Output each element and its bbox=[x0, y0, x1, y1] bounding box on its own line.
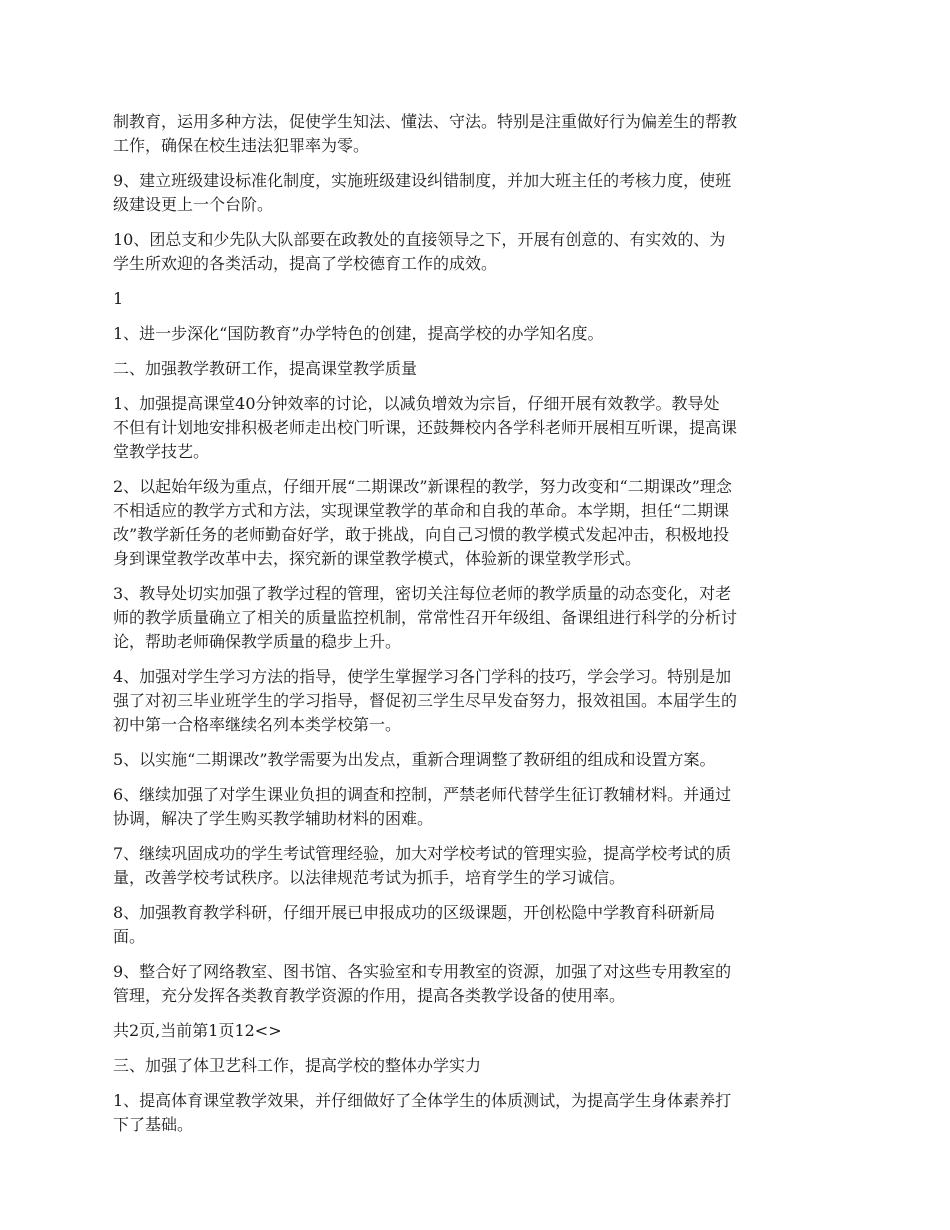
paragraph bbox=[113, 357, 843, 381]
paragraph bbox=[113, 110, 843, 158]
text-line: 9、建立班级建设标准化制度，实施班级建设纠错制度，并加大班主任的考核力度，使班 bbox=[113, 171, 732, 190]
text-line: 三、加强了体卫艺科工作，提高学校的整体办学实力 bbox=[113, 1056, 482, 1075]
text-line: 2、以起始年级为重点，仔细开展“二期课改”新课程的教学，努力改变和“二期课改”理念 bbox=[113, 477, 732, 496]
text-line: 1、进一步深化“国防教育”办学特色的创建，提高学校的办学知名度。 bbox=[113, 324, 604, 343]
paragraph bbox=[113, 582, 843, 654]
text-line: 7、继续巩固成功的学生考试管理经验，加大对学校考试的管理实验，提高学校考试的质 bbox=[113, 844, 732, 863]
paragraph bbox=[113, 475, 843, 571]
text-line: 管理，充分发挥各类教育教学资源的作用，提高各类教学设备的使用率。 bbox=[113, 986, 626, 1005]
text-line: 不相适应的教学方式和方法，实现课堂教学的革命和自我的革命。本学期，担任“二期课 bbox=[113, 501, 730, 520]
text-line: 1、加强提高课堂40分钟效率的讨论，以减负增效为宗旨，仔细开展有效教学。教导处 bbox=[113, 394, 720, 413]
text-line: 9、整合好了网络教室、图书馆、各实验室和专用教室的资源，加强了对这些专用教室的 bbox=[113, 962, 732, 981]
text-line: 不但有计划地安排积极老师走出校门听课，还鼓舞校内各学科老师开展相互听课，提高课 bbox=[113, 418, 738, 437]
text-line: 量，改善学校考试秩序。以法律规范考试为抓手，培育学生的学习诚信。 bbox=[113, 868, 626, 887]
text-line: 1、提高体育课堂教学效果，并仔细做好了全体学生的体质测试，为提高学生身体素养打 bbox=[113, 1091, 732, 1110]
text-line: 身到课堂教学改革中去，探究新的课堂教学模式，体验新的课堂教学形式。 bbox=[113, 549, 642, 568]
text-line: 初中第一合格率继续名列本类学校第一。 bbox=[113, 715, 402, 734]
paragraph bbox=[113, 901, 843, 949]
text-line: 论，帮助老师确保教学质量的稳步上升。 bbox=[113, 632, 402, 651]
paragraph bbox=[113, 287, 843, 311]
text-line: 3、教导处切实加强了教学过程的管理，密切关注每位老师的教学质量的动态变化，对老 bbox=[113, 584, 732, 603]
text-line: 学生所欢迎的各类活动，提高了学校德育工作的成效。 bbox=[113, 254, 498, 273]
paragraph bbox=[113, 228, 843, 276]
text-line: 级建设更上一个台阶。 bbox=[113, 195, 274, 214]
text-line: 1 bbox=[113, 289, 124, 308]
paragraph bbox=[113, 169, 843, 217]
document-body bbox=[113, 110, 843, 1137]
text-line: 10、团总支和少先队大队部要在政教处的直接领导之下，开展有创意的、有实效的、为 bbox=[113, 230, 726, 249]
paragraph bbox=[113, 392, 843, 464]
text-line: 共2页,当前第1页12<> bbox=[113, 1021, 282, 1040]
text-line: 二、加强教学教研工作，提高课堂教学质量 bbox=[113, 359, 418, 378]
text-line: 5、以实施“二期课改”教学需要为出发点，重新合理调整了教研组的组成和设置方案。 bbox=[113, 750, 716, 769]
text-line: 6、继续加强了对学生课业负担的调查和控制，严禁老师代替学生征订教辅材料。并通过 bbox=[113, 785, 732, 804]
text-line: 面。 bbox=[113, 927, 146, 946]
document-page bbox=[113, 110, 843, 1148]
paragraph bbox=[113, 1019, 843, 1043]
text-line: 工作，确保在校生违法犯罪率为零。 bbox=[113, 136, 370, 155]
text-line: 强了对初三毕业班学生的学习指导，督促初三学生尽早发奋努力，报效祖国。本届学生的 bbox=[113, 691, 738, 710]
paragraph bbox=[113, 960, 843, 1008]
text-line: 堂教学技艺。 bbox=[113, 442, 210, 461]
text-line: 师的教学质量确立了相关的质量监控机制，常常性召开年级组、备课组进行科学的分析讨 bbox=[113, 608, 738, 627]
paragraph bbox=[113, 1089, 843, 1137]
text-line: 改”教学新任务的老师勤奋好学，敢于挑战，向自己习惯的教学模式发起冲击，积极地投 bbox=[113, 525, 730, 544]
text-line: 8、加强教育教学科研，仔细开展已申报成功的区级课题，开创松隐中学教育科研新局 bbox=[113, 903, 716, 922]
paragraph bbox=[113, 748, 843, 772]
paragraph bbox=[113, 1054, 843, 1078]
text-line: 下了基础。 bbox=[113, 1115, 194, 1134]
text-line: 协调，解决了学生购买教学辅助材料的困难。 bbox=[113, 809, 434, 828]
text-line: 4、加强对学生学习方法的指导，使学生掌握学习各门学科的技巧，学会学习。特别是加 bbox=[113, 667, 732, 686]
paragraph bbox=[113, 842, 843, 890]
paragraph bbox=[113, 665, 843, 737]
text-line: 制教育，运用多种方法，促使学生知法、懂法、守法。特别是注重做好行为偏差生的帮教 bbox=[113, 112, 738, 131]
paragraph bbox=[113, 322, 843, 346]
paragraph bbox=[113, 783, 843, 831]
